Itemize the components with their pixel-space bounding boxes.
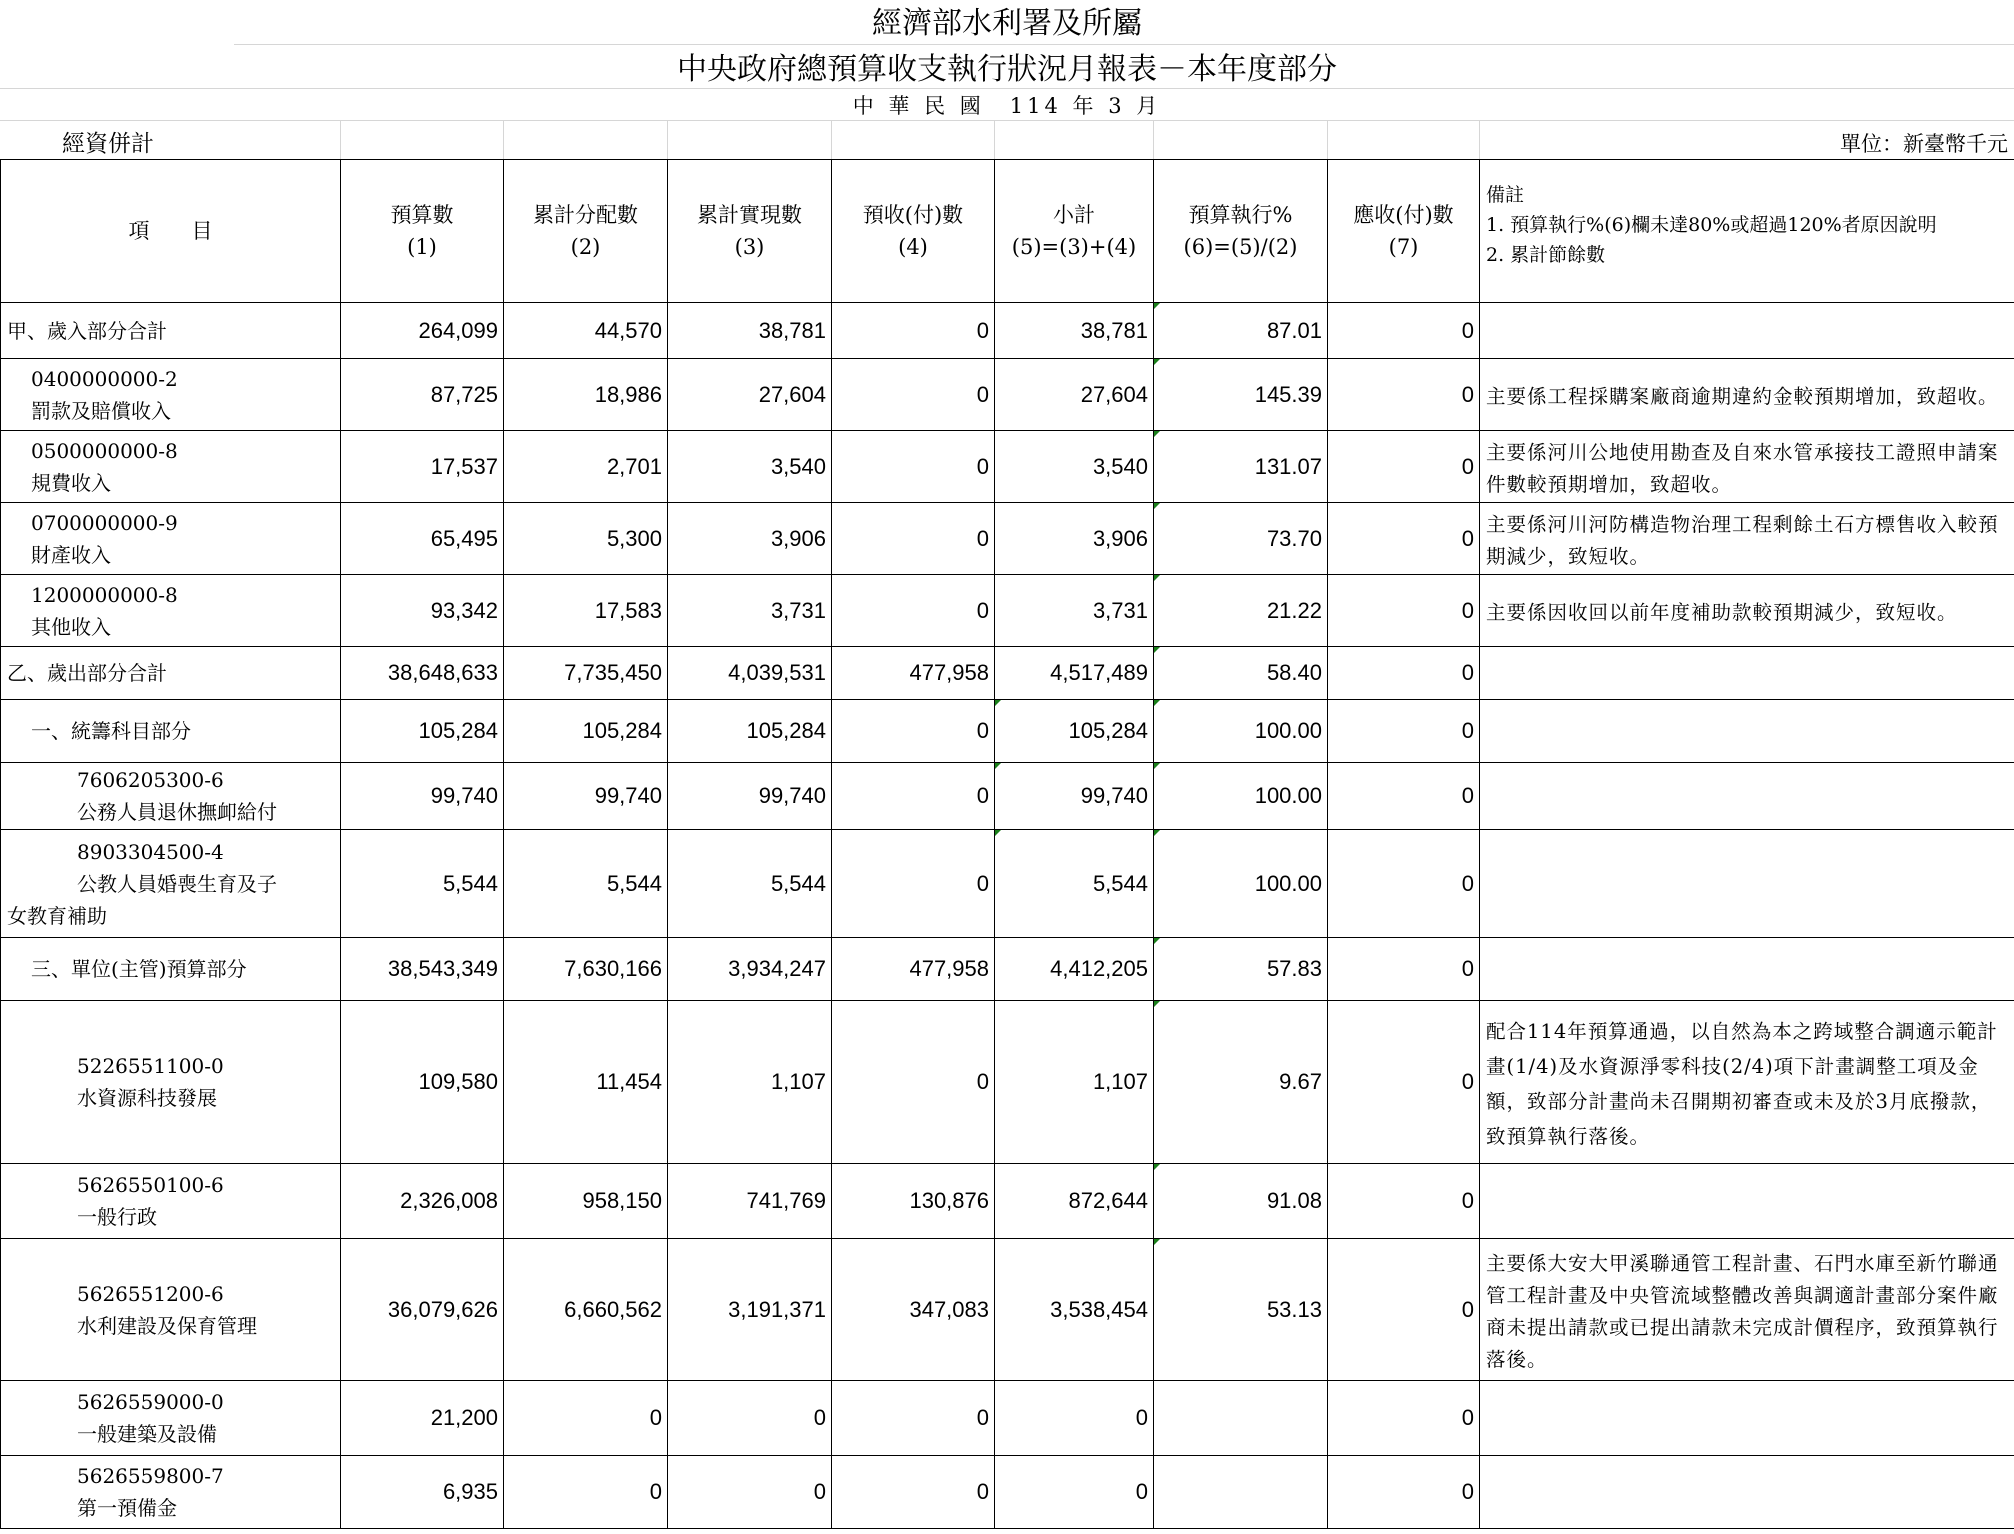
rate-cell: 21.22 [1154, 575, 1328, 647]
col-remark: 備註 1. 預算執行%(6)欄未達80%或超過120%者原因說明 2. 累計節餘數 [1480, 160, 2014, 303]
receivable-cell: 0 [1328, 763, 1480, 830]
budget-cell: 65,495 [341, 503, 504, 575]
realized-cell: 3,540 [668, 431, 832, 503]
realized-cell: 27,604 [668, 359, 832, 431]
remark-cell [1480, 1456, 2014, 1529]
rate-cell: 100.00 [1154, 763, 1328, 830]
table-row [1, 1164, 2014, 1239]
rate-cell: 9.67 [1154, 1001, 1328, 1164]
subtotal-cell: 872,644 [995, 1164, 1154, 1239]
rate-cell [1154, 1381, 1328, 1456]
prepaid-cell: 0 [832, 303, 995, 359]
table-row [1, 303, 2014, 359]
realized-cell: 99,740 [668, 763, 832, 830]
remark-cell: 配合114年預算通過，以自然為本之跨域整合調適示範計畫(1/4)及水資源淨零科技(2/4)項下計畫調整工項及金額，致部分計畫尚未召開期初審查或未及於3月底撥款，致預算執行落後。 [1480, 1001, 2014, 1164]
receivable-cell: 0 [1328, 431, 1480, 503]
report-period: 中 華 民 國 114 年 3 月 [852, 94, 1162, 118]
rate-cell: 73.70 [1154, 503, 1328, 575]
allocated-cell: 0 [504, 1456, 668, 1529]
table-row [1, 938, 2014, 1001]
receivable-cell: 0 [1328, 575, 1480, 647]
realized-cell: 38,781 [668, 303, 832, 359]
budget-cell: 109,580 [341, 1001, 504, 1164]
col-receivable: 應收(付)數 (7) [1328, 160, 1480, 303]
remark-cell [1480, 303, 2014, 359]
allocated-cell: 18,986 [504, 359, 668, 431]
item-cell: 0400000000-2 罰款及賠償收入 [1, 359, 341, 431]
allocated-cell: 0 [504, 1381, 668, 1456]
allocated-cell: 7,735,450 [504, 647, 668, 700]
remark-cell: 主要係因收回以前年度補助款較預期減少，致短收。 [1480, 575, 2014, 647]
col-realized: 累計實現數 (3) [668, 160, 832, 303]
subtotal-cell: 3,540 [995, 431, 1154, 503]
allocated-cell: 6,660,562 [504, 1239, 668, 1381]
prepaid-cell: 0 [832, 1001, 995, 1164]
budget-cell: 2,326,008 [341, 1164, 504, 1239]
col-prepaid: 預收(付)數 (4) [832, 160, 995, 303]
allocated-cell: 958,150 [504, 1164, 668, 1239]
table-row [1, 1381, 2014, 1456]
col-allocated: 累計分配數 (2) [504, 160, 668, 303]
realized-cell: 105,284 [668, 700, 832, 763]
subtotal-cell: 38,781 [995, 303, 1154, 359]
budget-cell: 21,200 [341, 1381, 504, 1456]
title-rule [234, 44, 2014, 45]
remark-cell [1480, 763, 2014, 830]
table-row [1, 647, 2014, 700]
remark-cell [1480, 647, 2014, 700]
subtotal-cell: 3,906 [995, 503, 1154, 575]
subtotal-cell: 0 [995, 1381, 1154, 1456]
remark-cell [1480, 830, 2014, 938]
item-cell: 5626551200-6 水利建設及保育管理 [1, 1239, 341, 1381]
prepaid-cell: 0 [832, 700, 995, 763]
realized-cell: 0 [668, 1456, 832, 1529]
subtotal-cell: 105,284 [995, 700, 1154, 763]
remark-cell: 主要係河川河防構造物治理工程剩餘土石方標售收入較預期減少，致短收。 [1480, 503, 2014, 575]
rate-cell: 100.00 [1154, 830, 1328, 938]
item-cell: 三、單位(主管)預算部分 [1, 938, 341, 1001]
rate-cell: 53.13 [1154, 1239, 1328, 1381]
col-subtotal: 小計 (5)=(3)+(4) [995, 160, 1154, 303]
budget-cell: 17,537 [341, 431, 504, 503]
col-budget: 預算數 (1) [341, 160, 504, 303]
unit-label: 單位：新臺幣千元 [1840, 132, 2008, 156]
rate-cell: 100.00 [1154, 700, 1328, 763]
item-cell: 5626550100-6 一般行政 [1, 1164, 341, 1239]
allocated-cell: 5,300 [504, 503, 668, 575]
receivable-cell: 0 [1328, 1456, 1480, 1529]
realized-cell: 3,731 [668, 575, 832, 647]
budget-cell: 87,725 [341, 359, 504, 431]
remark-cell [1480, 1164, 2014, 1239]
realized-cell: 3,934,247 [668, 938, 832, 1001]
receivable-cell: 0 [1328, 1381, 1480, 1456]
subtotal-cell: 3,731 [995, 575, 1154, 647]
subtotal-cell: 1,107 [995, 1001, 1154, 1164]
rate-cell: 131.07 [1154, 431, 1328, 503]
header-row [1, 160, 2014, 303]
table-row [1, 1239, 2014, 1381]
item-cell: 甲、歲入部分合計 [1, 303, 341, 359]
prepaid-cell: 477,958 [832, 938, 995, 1001]
realized-cell: 3,191,371 [668, 1239, 832, 1381]
receivable-cell: 0 [1328, 938, 1480, 1001]
table-row [1, 359, 2014, 431]
subtotal-cell: 0 [995, 1456, 1154, 1529]
table-row [1, 503, 2014, 575]
realized-cell: 0 [668, 1381, 832, 1456]
receivable-cell: 0 [1328, 1239, 1480, 1381]
budget-cell: 93,342 [341, 575, 504, 647]
table-row [1, 431, 2014, 503]
receivable-cell: 0 [1328, 303, 1480, 359]
remark-cell: 主要係工程採購案廠商逾期違約金較預期增加，致超收。 [1480, 359, 2014, 431]
subtotal-cell: 99,740 [995, 763, 1154, 830]
budget-cell: 99,740 [341, 763, 504, 830]
item-cell: 5626559000-0 一般建築及設備 [1, 1381, 341, 1456]
item-cell: 0700000000-9 財產收入 [1, 503, 341, 575]
prepaid-cell: 477,958 [832, 647, 995, 700]
period-rule [0, 120, 2014, 121]
rate-cell: 145.39 [1154, 359, 1328, 431]
col-rate: 預算執行% (6)=(5)/(2) [1154, 160, 1328, 303]
prepaid-cell: 0 [832, 503, 995, 575]
receivable-cell: 0 [1328, 830, 1480, 938]
budget-cell: 38,543,349 [341, 938, 504, 1001]
rate-cell: 91.08 [1154, 1164, 1328, 1239]
item-cell: 7606205300-6 公務人員退休撫卹給付 [1, 763, 341, 830]
item-cell: 5626559800-7 第一預備金 [1, 1456, 341, 1529]
remark-cell: 主要係大安大甲溪聯通管工程計畫、石門水庫至新竹聯通管工程計畫及中央管流域整體改善與調適計畫部分案件廠商未提出請款或已提出請款未完成計價程序，致預算執行落後。 [1480, 1239, 2014, 1381]
table-row [1, 575, 2014, 647]
realized-cell: 3,906 [668, 503, 832, 575]
budget-cell: 264,099 [341, 303, 504, 359]
prepaid-cell: 0 [832, 1381, 995, 1456]
prepaid-cell: 0 [832, 1456, 995, 1529]
budget-cell: 5,544 [341, 830, 504, 938]
item-cell: 0500000000-8 規費收入 [1, 431, 341, 503]
subtotal-cell: 4,412,205 [995, 938, 1154, 1001]
col-item: 項 目 [1, 160, 341, 303]
item-cell: 一、統籌科目部分 [1, 700, 341, 763]
rate-cell [1154, 1456, 1328, 1529]
budget-cell: 6,935 [341, 1456, 504, 1529]
prepaid-cell: 130,876 [832, 1164, 995, 1239]
subtitle-rule [0, 88, 2014, 89]
budget-cell: 36,079,626 [341, 1239, 504, 1381]
budget-cell: 105,284 [341, 700, 504, 763]
rate-cell: 57.83 [1154, 938, 1328, 1001]
allocated-cell: 5,544 [504, 830, 668, 938]
realized-cell: 5,544 [668, 830, 832, 938]
item-cell: 1200000000-8 其他收入 [1, 575, 341, 647]
subtotal-cell: 27,604 [995, 359, 1154, 431]
remark-cell [1480, 1381, 2014, 1456]
receivable-cell: 0 [1328, 700, 1480, 763]
allocated-cell: 44,570 [504, 303, 668, 359]
item-cell: 8903304500-4 公教人員婚喪生育及子 女教育補助 [1, 830, 341, 938]
rate-cell: 87.01 [1154, 303, 1328, 359]
item-cell: 乙、歲出部分合計 [1, 647, 341, 700]
budget-table [0, 159, 2014, 1529]
remark-cell [1480, 700, 2014, 763]
allocated-cell: 17,583 [504, 575, 668, 647]
allocated-cell: 7,630,166 [504, 938, 668, 1001]
prepaid-cell: 0 [832, 830, 995, 938]
receivable-cell: 0 [1328, 647, 1480, 700]
prepaid-cell: 0 [832, 575, 995, 647]
remark-cell [1480, 938, 2014, 1001]
table-row [1, 1456, 2014, 1529]
report-agency: 經濟部水利署及所屬 [872, 6, 1142, 41]
subtotal-cell: 4,517,489 [995, 647, 1154, 700]
scope-label: 經資併計 [62, 131, 154, 157]
prepaid-cell: 0 [832, 359, 995, 431]
prepaid-cell: 347,083 [832, 1239, 995, 1381]
report-title: 中央政府總預算收支執行狀況月報表－本年度部分 [677, 52, 1337, 87]
table-row [1, 1001, 2014, 1164]
remark-cell: 主要係河川公地使用勘查及自來水管承接技工證照申請案件數較預期增加，致超收。 [1480, 431, 2014, 503]
receivable-cell: 0 [1328, 1164, 1480, 1239]
rate-cell: 58.40 [1154, 647, 1328, 700]
prepaid-cell: 0 [832, 431, 995, 503]
item-cell: 5226551100-0 水資源科技發展 [1, 1001, 341, 1164]
realized-cell: 1,107 [668, 1001, 832, 1164]
subtotal-cell: 5,544 [995, 830, 1154, 938]
prepaid-cell: 0 [832, 763, 995, 830]
receivable-cell: 0 [1328, 1001, 1480, 1164]
table-row [1, 700, 2014, 763]
budget-cell: 38,648,633 [341, 647, 504, 700]
subtotal-cell: 3,538,454 [995, 1239, 1154, 1381]
allocated-cell: 11,454 [504, 1001, 668, 1164]
table-row [1, 830, 2014, 938]
realized-cell: 4,039,531 [668, 647, 832, 700]
allocated-cell: 99,740 [504, 763, 668, 830]
realized-cell: 741,769 [668, 1164, 832, 1239]
allocated-cell: 2,701 [504, 431, 668, 503]
receivable-cell: 0 [1328, 359, 1480, 431]
table-row [1, 763, 2014, 830]
receivable-cell: 0 [1328, 503, 1480, 575]
allocated-cell: 105,284 [504, 700, 668, 763]
